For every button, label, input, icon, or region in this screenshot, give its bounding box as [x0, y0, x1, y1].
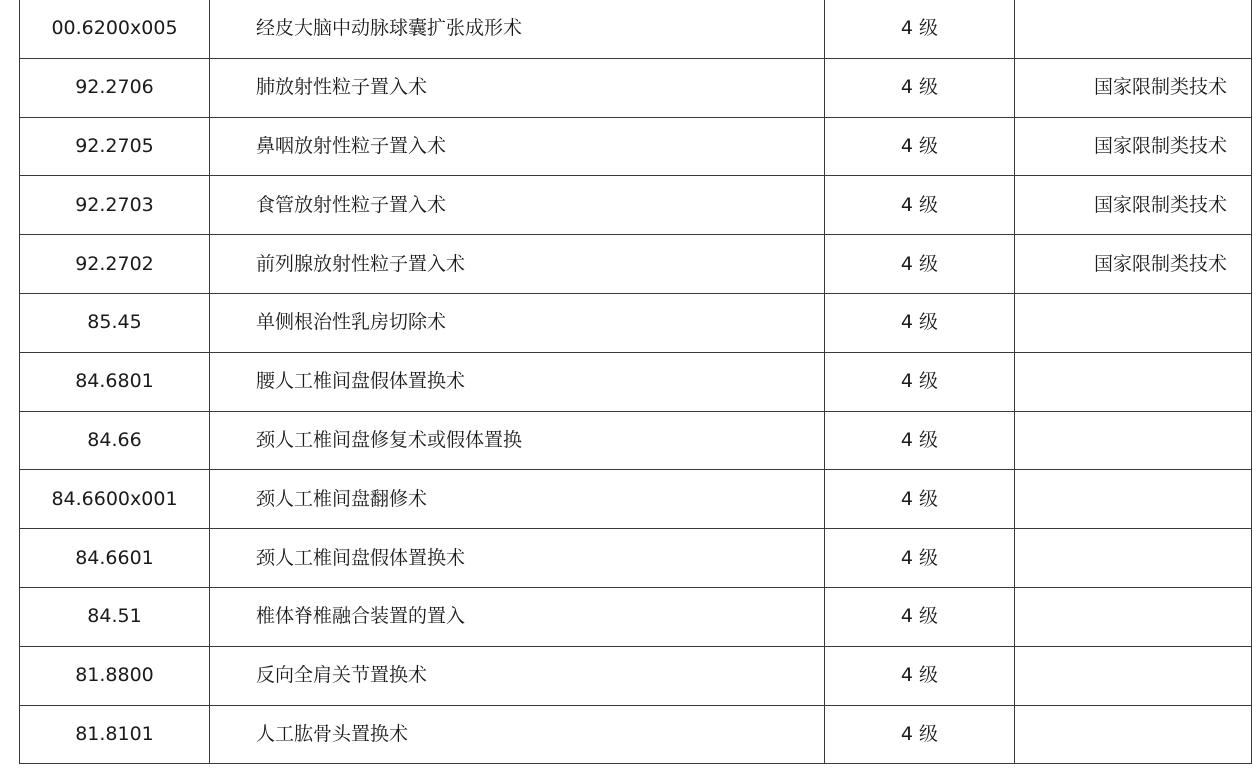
procedure-level-cell: 4 级	[825, 117, 1015, 176]
procedure-note-cell	[1015, 411, 1252, 470]
procedure-note-cell	[1015, 646, 1252, 705]
procedure-level-cell: 4 级	[825, 470, 1015, 529]
procedure-level-cell: 4 级	[825, 235, 1015, 294]
procedure-code-cell: 81.8800	[20, 646, 210, 705]
procedure-code-cell: 92.2705	[20, 117, 210, 176]
table-row	[20, 705, 1252, 764]
procedure-name-cell: 腰人工椎间盘假体置换术	[210, 352, 825, 411]
procedure-name-cell: 经皮大脑中动脉球囊扩张成形术	[210, 0, 825, 58]
procedure-name-cell: 鼻咽放射性粒子置入术	[210, 117, 825, 176]
procedure-name-cell: 颈人工椎间盘假体置换术	[210, 529, 825, 588]
table-row	[20, 470, 1252, 529]
procedure-level-cell: 4 级	[825, 529, 1015, 588]
procedure-code-cell: 84.6801	[20, 352, 210, 411]
procedure-name-cell: 单侧根治性乳房切除术	[210, 293, 825, 352]
procedure-code-cell: 84.66	[20, 411, 210, 470]
procedure-name-cell: 肺放射性粒子置入术	[210, 58, 825, 117]
procedure-level-cell: 4 级	[825, 352, 1015, 411]
procedure-name-cell: 食管放射性粒子置入术	[210, 176, 825, 235]
procedure-name-cell: 前列腺放射性粒子置入术	[210, 235, 825, 294]
procedure-code-cell: 84.51	[20, 587, 210, 646]
procedure-code-cell: 81.8101	[20, 705, 210, 764]
table-row	[20, 529, 1252, 588]
procedure-level-cell: 4 级	[825, 58, 1015, 117]
table-row	[20, 176, 1252, 235]
procedure-level-cell: 4 级	[825, 705, 1015, 764]
table-body	[20, 0, 1252, 764]
procedure-note-cell	[1015, 352, 1252, 411]
procedure-note-cell	[1015, 587, 1252, 646]
procedure-code-cell: 84.6600x001	[20, 470, 210, 529]
procedure-level-cell: 4 级	[825, 0, 1015, 58]
procedure-level-cell: 4 级	[825, 293, 1015, 352]
procedure-level-cell: 4 级	[825, 411, 1015, 470]
table-row	[20, 58, 1252, 117]
procedure-code-cell: 00.6200x005	[20, 0, 210, 58]
procedure-name-cell: 椎体脊椎融合装置的置入	[210, 587, 825, 646]
procedure-level-cell: 4 级	[825, 646, 1015, 705]
table-row	[20, 0, 1252, 58]
procedure-note-cell	[1015, 529, 1252, 588]
procedure-code-cell: 85.45	[20, 293, 210, 352]
procedure-note-cell	[1015, 293, 1252, 352]
procedure-level-cell: 4 级	[825, 587, 1015, 646]
procedure-level-cell: 4 级	[825, 176, 1015, 235]
table-row	[20, 117, 1252, 176]
procedure-note-cell: 国家限制类技术	[1015, 176, 1252, 235]
procedure-name-cell: 反向全肩关节置换术	[210, 646, 825, 705]
table-row	[20, 235, 1252, 294]
table-row	[20, 646, 1252, 705]
procedure-note-cell	[1015, 470, 1252, 529]
procedure-note-cell	[1015, 705, 1252, 764]
procedure-code-cell: 92.2703	[20, 176, 210, 235]
table-row	[20, 587, 1252, 646]
procedure-note-cell	[1015, 0, 1252, 58]
procedure-name-cell: 颈人工椎间盘修复术或假体置换	[210, 411, 825, 470]
procedure-code-cell: 92.2706	[20, 58, 210, 117]
procedure-note-cell: 国家限制类技术	[1015, 235, 1252, 294]
procedure-code-cell: 92.2702	[20, 235, 210, 294]
table-row	[20, 411, 1252, 470]
procedure-note-cell: 国家限制类技术	[1015, 117, 1252, 176]
procedure-name-cell: 颈人工椎间盘翻修术	[210, 470, 825, 529]
table-row	[20, 293, 1252, 352]
table-row	[20, 352, 1252, 411]
procedure-note-cell: 国家限制类技术	[1015, 58, 1252, 117]
procedure-code-cell: 84.6601	[20, 529, 210, 588]
procedure-name-cell: 人工肱骨头置换术	[210, 705, 825, 764]
procedure-table	[19, 0, 1252, 764]
